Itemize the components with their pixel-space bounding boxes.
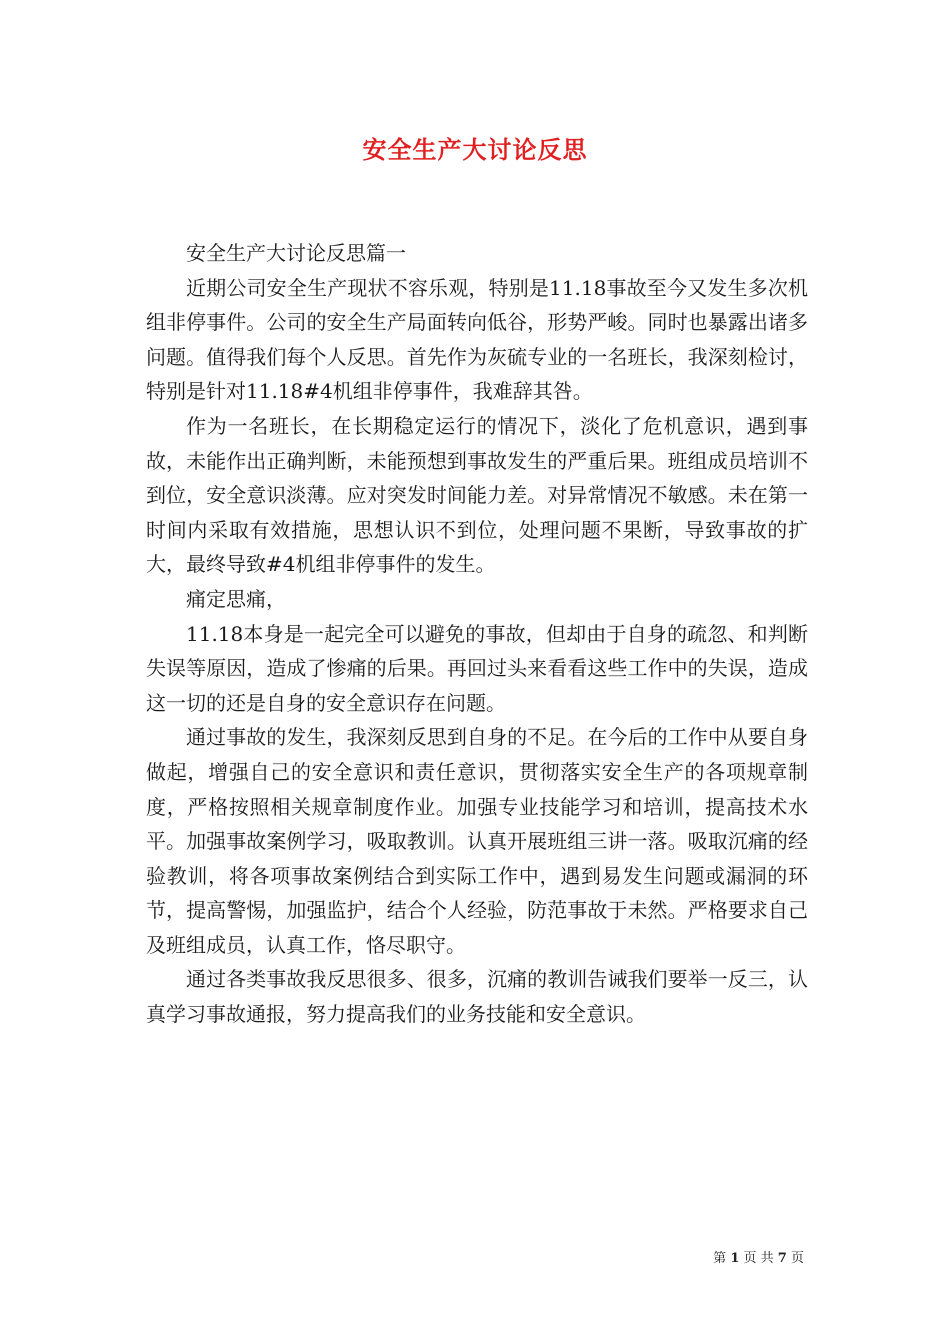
footer-prefix: 第 (713, 1251, 727, 1266)
document-title: 安全生产大讨论反思 (362, 135, 588, 164)
footer-middle: 页 共 (743, 1251, 774, 1266)
footer-total-pages: 7 (777, 1251, 787, 1266)
footer-suffix: 页 (790, 1251, 804, 1266)
page-footer (713, 1247, 804, 1266)
paragraph-4: 11.18本身是一起完全可以避免的事故，但却由于自身的疏忽、和判断失误等原因，造成了惨痛的后果。再回过头来看看这些工作中的失误，造成这一切的还是自身的安全意识存在问题。 (146, 621, 808, 715)
document-body (146, 236, 808, 1032)
footer-current-page: 1 (730, 1251, 740, 1266)
paragraph-2: 作为一名班长，在长期稳定运行的情况下，淡化了危机意识，遇到事故，未能作出正确判断，未能预想到事故发生的严重后果。班组成员培训不到位，安全意识淡薄。应对突发时间能力差。对异常情况不敏感。未在第一时间内采取有效措施，思想认识不到位，处理问题不果断，导致事故的扩大，最终导致#4机组非停事件的发生。 (146, 413, 808, 577)
paragraph-1: 近期公司安全生产现状不容乐观，特别是11.18事故至今又发生多次机组非停事件。公司的安全生产局面转向低谷，形势严峻。同时也暴露出诸多问题。值得我们每个人反思。首先作为灰硫专业的一名班长，我深刻检讨，特别是针对11.18#4机组非停事件，我难辞其咎。 (146, 275, 808, 404)
paragraph-3: 痛定思痛， (186, 586, 286, 611)
section-heading: 安全生产大讨论反思篇一 (186, 241, 406, 265)
paragraph-6: 通过各类事故我反思很多、很多，沉痛的教训告诫我们要举一反三，认真学习事故通报，努力提高我们的业务技能和安全意识。 (146, 967, 808, 1027)
paragraph-5: 通过事故的发生，我深刻反思到自身的不足。在今后的工作中从要自身做起，增强自己的安全意识和责任意识，贯彻落实安全生产的各项规章制度，严格按照相关规章制度作业。加强专业技能学习和培训，提高技术水平。加强事故案例学习，吸取教训。认真开展班组三讲一落。吸取沉痛的经验教训，将各项事故案例结合到实际工作中，遇到易发生问题或漏洞的环节，提高警惕，加强监护，结合个人经验，防范事故于未然。严格要求自己及班组成员，认真工作，恪尽职守。 (146, 725, 808, 957)
